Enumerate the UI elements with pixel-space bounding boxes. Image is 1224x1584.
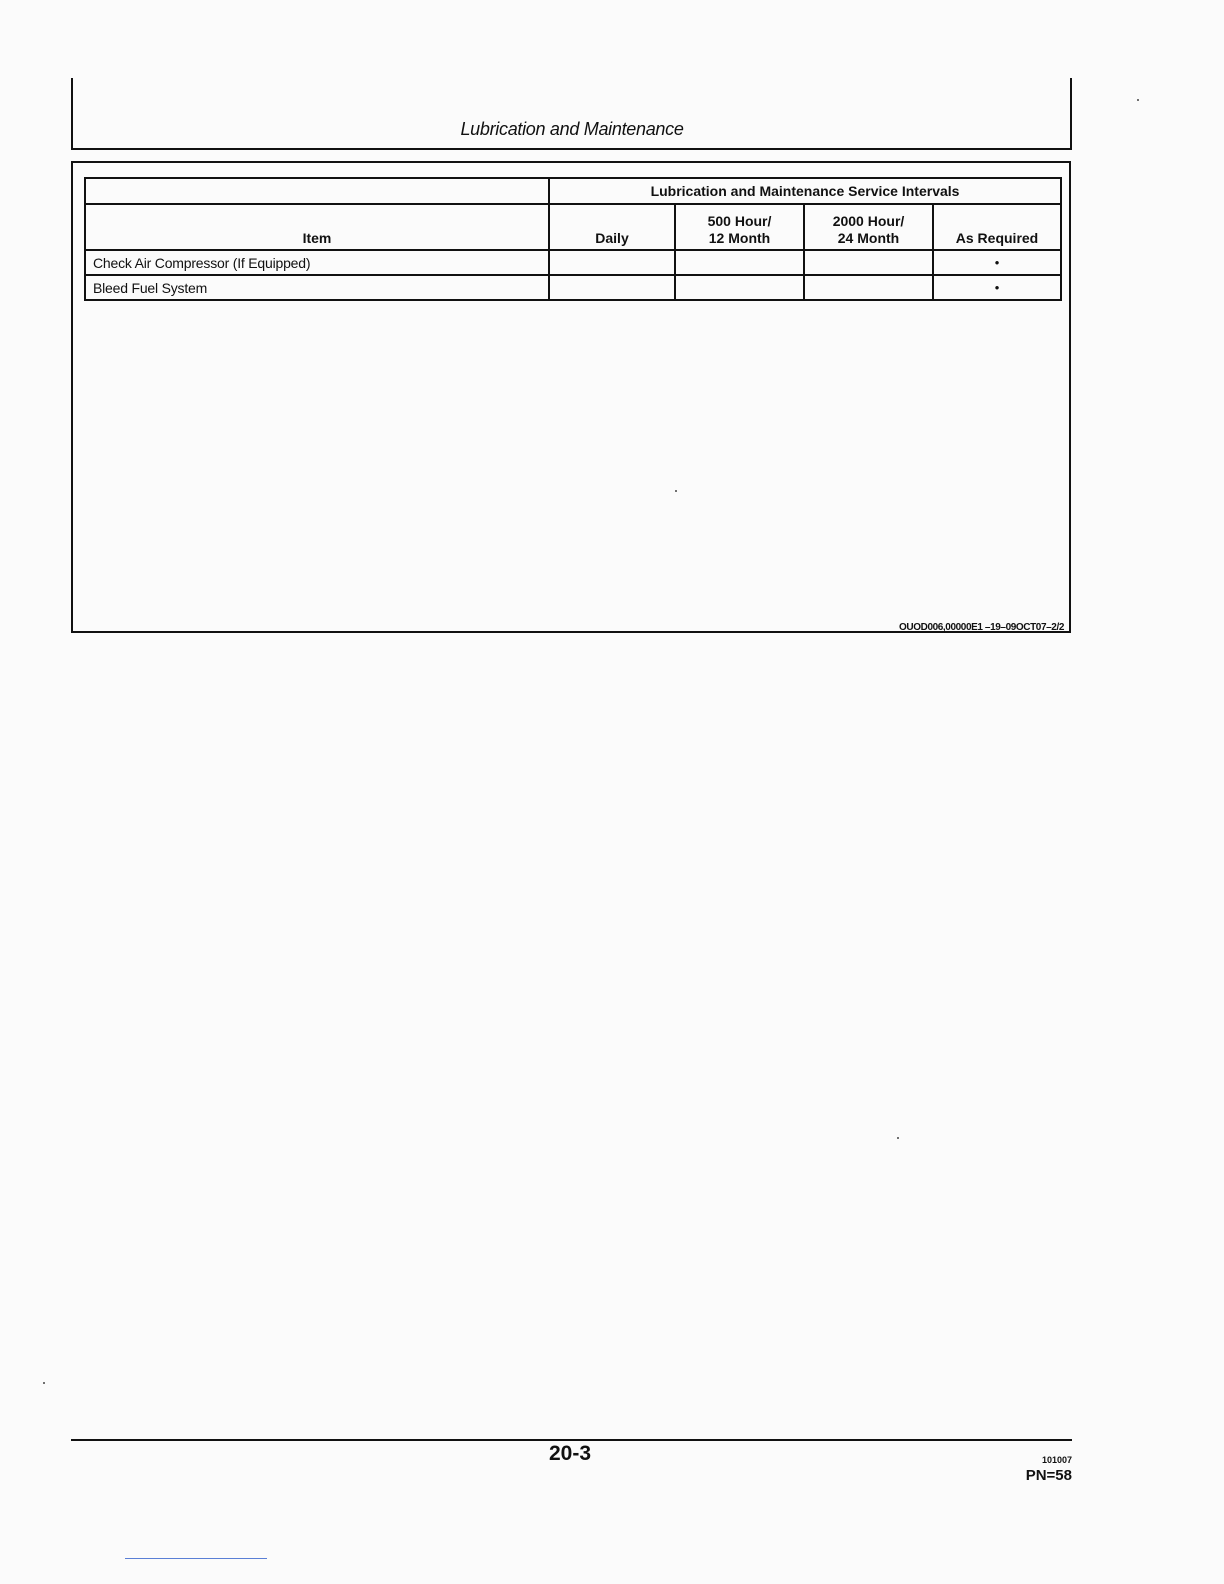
page-number: 20-3 xyxy=(548,1442,592,1465)
column-header-line2: Daily xyxy=(595,230,629,246)
row-item-label: Bleed Fuel System xyxy=(85,275,549,300)
column-header-daily xyxy=(549,204,675,250)
column-header-2000-hour xyxy=(804,204,933,250)
blue-underline-mark xyxy=(125,1558,267,1559)
scan-speck xyxy=(897,1137,899,1139)
row-500-hour-cell xyxy=(675,275,804,300)
service-intervals-table xyxy=(84,177,1062,301)
table-row xyxy=(85,275,1061,300)
column-header-line1: 2000 Hour/ xyxy=(832,213,905,229)
date-code: 101007 xyxy=(1041,1455,1072,1465)
scan-speck xyxy=(1137,99,1139,101)
footer-rule xyxy=(71,1439,1072,1441)
pn-label: PN=58 xyxy=(1025,1467,1072,1484)
table-header-empty-cell xyxy=(85,178,549,204)
column-header-line2: 12 Month xyxy=(708,230,771,246)
page-title: Lubrication and Maintenance xyxy=(460,119,684,139)
row-500-hour-cell xyxy=(675,250,804,275)
column-header-item xyxy=(85,204,549,250)
column-header-line1: 500 Hour/ xyxy=(707,213,772,229)
header-bottom-rule xyxy=(71,148,1072,150)
row-as-required-bullet: • xyxy=(933,275,1061,300)
table-column-header-row xyxy=(85,204,1061,250)
table-group-header: Lubrication and Maintenance Service Intervals xyxy=(549,178,1061,204)
document-reference-code: OUOD006,00000E1 –19–09OCT07–2/2 xyxy=(899,622,1064,633)
row-2000-hour-cell xyxy=(804,250,933,275)
column-header-line2: As Required xyxy=(955,230,1039,246)
table-row xyxy=(85,250,1061,275)
row-daily-cell xyxy=(549,250,675,275)
column-header-line2: 24 Month xyxy=(837,230,900,246)
column-header-500-hour xyxy=(675,204,804,250)
row-2000-hour-cell xyxy=(804,275,933,300)
column-header-line2: Item xyxy=(302,230,332,246)
scan-speck xyxy=(675,490,677,492)
table-group-header-row xyxy=(85,178,1061,204)
row-as-required-bullet: • xyxy=(933,250,1061,275)
row-daily-cell xyxy=(549,275,675,300)
column-header-as-required xyxy=(933,204,1061,250)
scan-speck xyxy=(43,1382,45,1384)
row-item-label: Check Air Compressor (If Equipped) xyxy=(85,250,549,275)
